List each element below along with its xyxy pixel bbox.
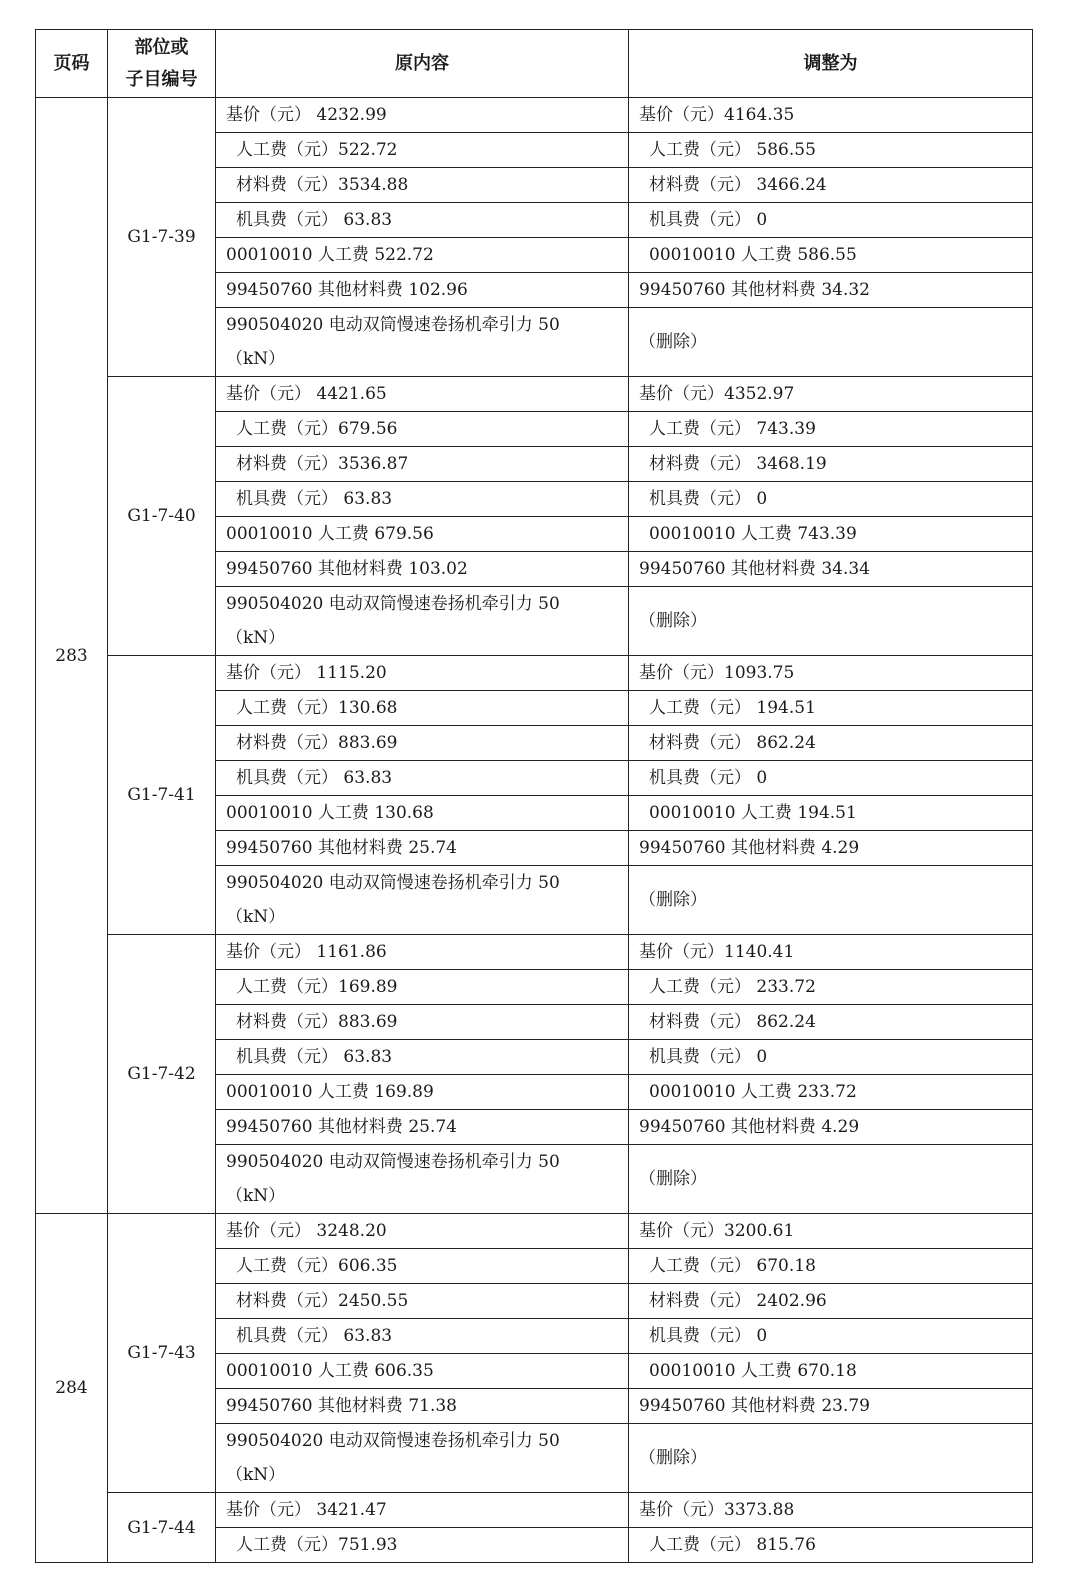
header-code (108, 30, 216, 98)
original-content-cell (216, 308, 629, 377)
original-line-2: （kN） (226, 628, 286, 648)
adjusted-content-cell: 人工费（元） 194.51 (629, 691, 1033, 726)
table-row (36, 1214, 1033, 1249)
adjusted-content-cell: 人工费（元） 586.55 (629, 133, 1033, 168)
original-content-cell: 基价（元） 3248.20 (216, 1214, 629, 1249)
item-code-cell: G1-7-40 (108, 377, 216, 656)
adjusted-content-cell: （删除） (629, 1145, 1033, 1214)
adjusted-content-cell: 基价（元）1140.41 (629, 935, 1033, 970)
item-code-cell: G1-7-41 (108, 656, 216, 935)
original-line-2: （kN） (226, 1465, 286, 1485)
header-adjusted: 调整为 (629, 30, 1033, 98)
original-content-cell: 00010010 人工费 169.89 (216, 1075, 629, 1110)
page-number-cell: 283 (36, 98, 108, 1214)
header-page: 页码 (36, 30, 108, 98)
table-row (36, 1493, 1033, 1528)
adjusted-content-cell: 00010010 人工费 233.72 (629, 1075, 1033, 1110)
original-content-cell: 99450760 其他材料费 25.74 (216, 831, 629, 866)
original-content-cell: 99450760 其他材料费 71.38 (216, 1389, 629, 1424)
adjusted-content-cell: （删除） (629, 587, 1033, 656)
adjusted-content-cell: 99450760 其他材料费 23.79 (629, 1389, 1033, 1424)
adjusted-content-cell: 机具费（元） 0 (629, 1040, 1033, 1075)
original-content-cell: 人工费（元）522.72 (216, 133, 629, 168)
original-content-cell: 机具费（元） 63.83 (216, 761, 629, 796)
adjusted-content-cell: 00010010 人工费 743.39 (629, 517, 1033, 552)
original-content-cell: 99450760 其他材料费 25.74 (216, 1110, 629, 1145)
original-line-1: 990504020 电动双筒慢速卷扬机牵引力 50 (226, 873, 560, 893)
original-content-cell: 00010010 人工费 522.72 (216, 238, 629, 273)
original-content-cell: 材料费（元）3536.87 (216, 447, 629, 482)
original-line-1: 990504020 电动双筒慢速卷扬机牵引力 50 (226, 1152, 560, 1172)
original-content-cell: 基价（元） 1115.20 (216, 656, 629, 691)
original-content-cell: 材料费（元）3534.88 (216, 168, 629, 203)
item-code-cell: G1-7-44 (108, 1493, 216, 1563)
original-content-cell: 基价（元） 1161.86 (216, 935, 629, 970)
adjusted-content-cell: 99450760 其他材料费 34.34 (629, 552, 1033, 587)
adjusted-content-cell: 00010010 人工费 670.18 (629, 1354, 1033, 1389)
table-row (36, 656, 1033, 691)
adjusted-content-cell: 00010010 人工费 586.55 (629, 238, 1033, 273)
original-content-cell: 材料费（元）2450.55 (216, 1284, 629, 1319)
original-content-cell: 人工费（元）169.89 (216, 970, 629, 1005)
adjusted-content-cell: （删除） (629, 1424, 1033, 1493)
original-line-2: （kN） (226, 907, 286, 927)
adjusted-content-cell: 基价（元）1093.75 (629, 656, 1033, 691)
adjusted-content-cell: 材料费（元） 3466.24 (629, 168, 1033, 203)
original-content-cell: 基价（元） 4421.65 (216, 377, 629, 412)
adjusted-content-cell: 00010010 人工费 194.51 (629, 796, 1033, 831)
original-content-cell: 机具费（元） 63.83 (216, 482, 629, 517)
original-content-cell: 基价（元） 4232.99 (216, 98, 629, 133)
adjusted-content-cell: 99450760 其他材料费 4.29 (629, 1110, 1033, 1145)
adjusted-content-cell: 基价（元）3200.61 (629, 1214, 1033, 1249)
adjusted-content-cell: （删除） (629, 866, 1033, 935)
adjusted-content-cell: 机具费（元） 0 (629, 761, 1033, 796)
original-content-cell (216, 1145, 629, 1214)
adjusted-content-cell: 人工费（元） 815.76 (629, 1528, 1033, 1563)
original-line-2: （kN） (226, 349, 286, 369)
adjusted-content-cell: 机具费（元） 0 (629, 1319, 1033, 1354)
adjusted-content-cell: 人工费（元） 670.18 (629, 1249, 1033, 1284)
adjusted-content-cell: 材料费（元） 862.24 (629, 1005, 1033, 1040)
table-row (36, 377, 1033, 412)
adjusted-content-cell: （删除） (629, 308, 1033, 377)
original-content-cell: 99450760 其他材料费 102.96 (216, 273, 629, 308)
original-line-1: 990504020 电动双筒慢速卷扬机牵引力 50 (226, 594, 560, 614)
original-line-1: 990504020 电动双筒慢速卷扬机牵引力 50 (226, 315, 560, 335)
adjusted-content-cell: 材料费（元） 862.24 (629, 726, 1033, 761)
original-content-cell: 机具费（元） 63.83 (216, 1040, 629, 1075)
adjusted-content-cell: 99450760 其他材料费 4.29 (629, 831, 1033, 866)
original-content-cell: 人工费（元）679.56 (216, 412, 629, 447)
original-content-cell: 人工费（元）130.68 (216, 691, 629, 726)
adjusted-content-cell: 人工费（元） 743.39 (629, 412, 1033, 447)
adjusted-content-cell: 基价（元）4352.97 (629, 377, 1033, 412)
original-content-cell (216, 866, 629, 935)
original-content-cell: 人工费（元）751.93 (216, 1528, 629, 1563)
table-row (36, 98, 1033, 133)
original-content-cell: 人工费（元）606.35 (216, 1249, 629, 1284)
adjusted-content-cell: 机具费（元） 0 (629, 203, 1033, 238)
table-row (36, 935, 1033, 970)
original-content-cell: 99450760 其他材料费 103.02 (216, 552, 629, 587)
item-code-cell: G1-7-43 (108, 1214, 216, 1493)
original-content-cell: 材料费（元）883.69 (216, 1005, 629, 1040)
original-content-cell: 机具费（元） 63.83 (216, 203, 629, 238)
item-code-cell: G1-7-39 (108, 98, 216, 377)
header-row (36, 30, 1033, 98)
adjusted-content-cell: 人工费（元） 233.72 (629, 970, 1033, 1005)
header-code-line2: 子目编号 (125, 68, 198, 90)
header-original: 原内容 (216, 30, 629, 98)
original-content-cell: 材料费（元）883.69 (216, 726, 629, 761)
adjusted-content-cell: 机具费（元） 0 (629, 482, 1033, 517)
original-content-cell: 00010010 人工费 606.35 (216, 1354, 629, 1389)
page-number-cell: 284 (36, 1214, 108, 1563)
original-content-cell: 机具费（元） 63.83 (216, 1319, 629, 1354)
original-content-cell: 基价（元） 3421.47 (216, 1493, 629, 1528)
item-code-cell: G1-7-42 (108, 935, 216, 1214)
adjusted-content-cell: 材料费（元） 3468.19 (629, 447, 1033, 482)
original-content-cell: 00010010 人工费 679.56 (216, 517, 629, 552)
adjusted-content-cell: 基价（元）3373.88 (629, 1493, 1033, 1528)
original-content-cell (216, 1424, 629, 1493)
adjusted-content-cell: 99450760 其他材料费 34.32 (629, 273, 1033, 308)
original-content-cell (216, 587, 629, 656)
original-line-2: （kN） (226, 1186, 286, 1206)
adjustment-table (35, 29, 1033, 1563)
adjusted-content-cell: 材料费（元） 2402.96 (629, 1284, 1033, 1319)
original-line-1: 990504020 电动双筒慢速卷扬机牵引力 50 (226, 1431, 560, 1451)
header-code-line1: 部位或 (134, 36, 189, 58)
adjusted-content-cell: 基价（元）4164.35 (629, 98, 1033, 133)
original-content-cell: 00010010 人工费 130.68 (216, 796, 629, 831)
